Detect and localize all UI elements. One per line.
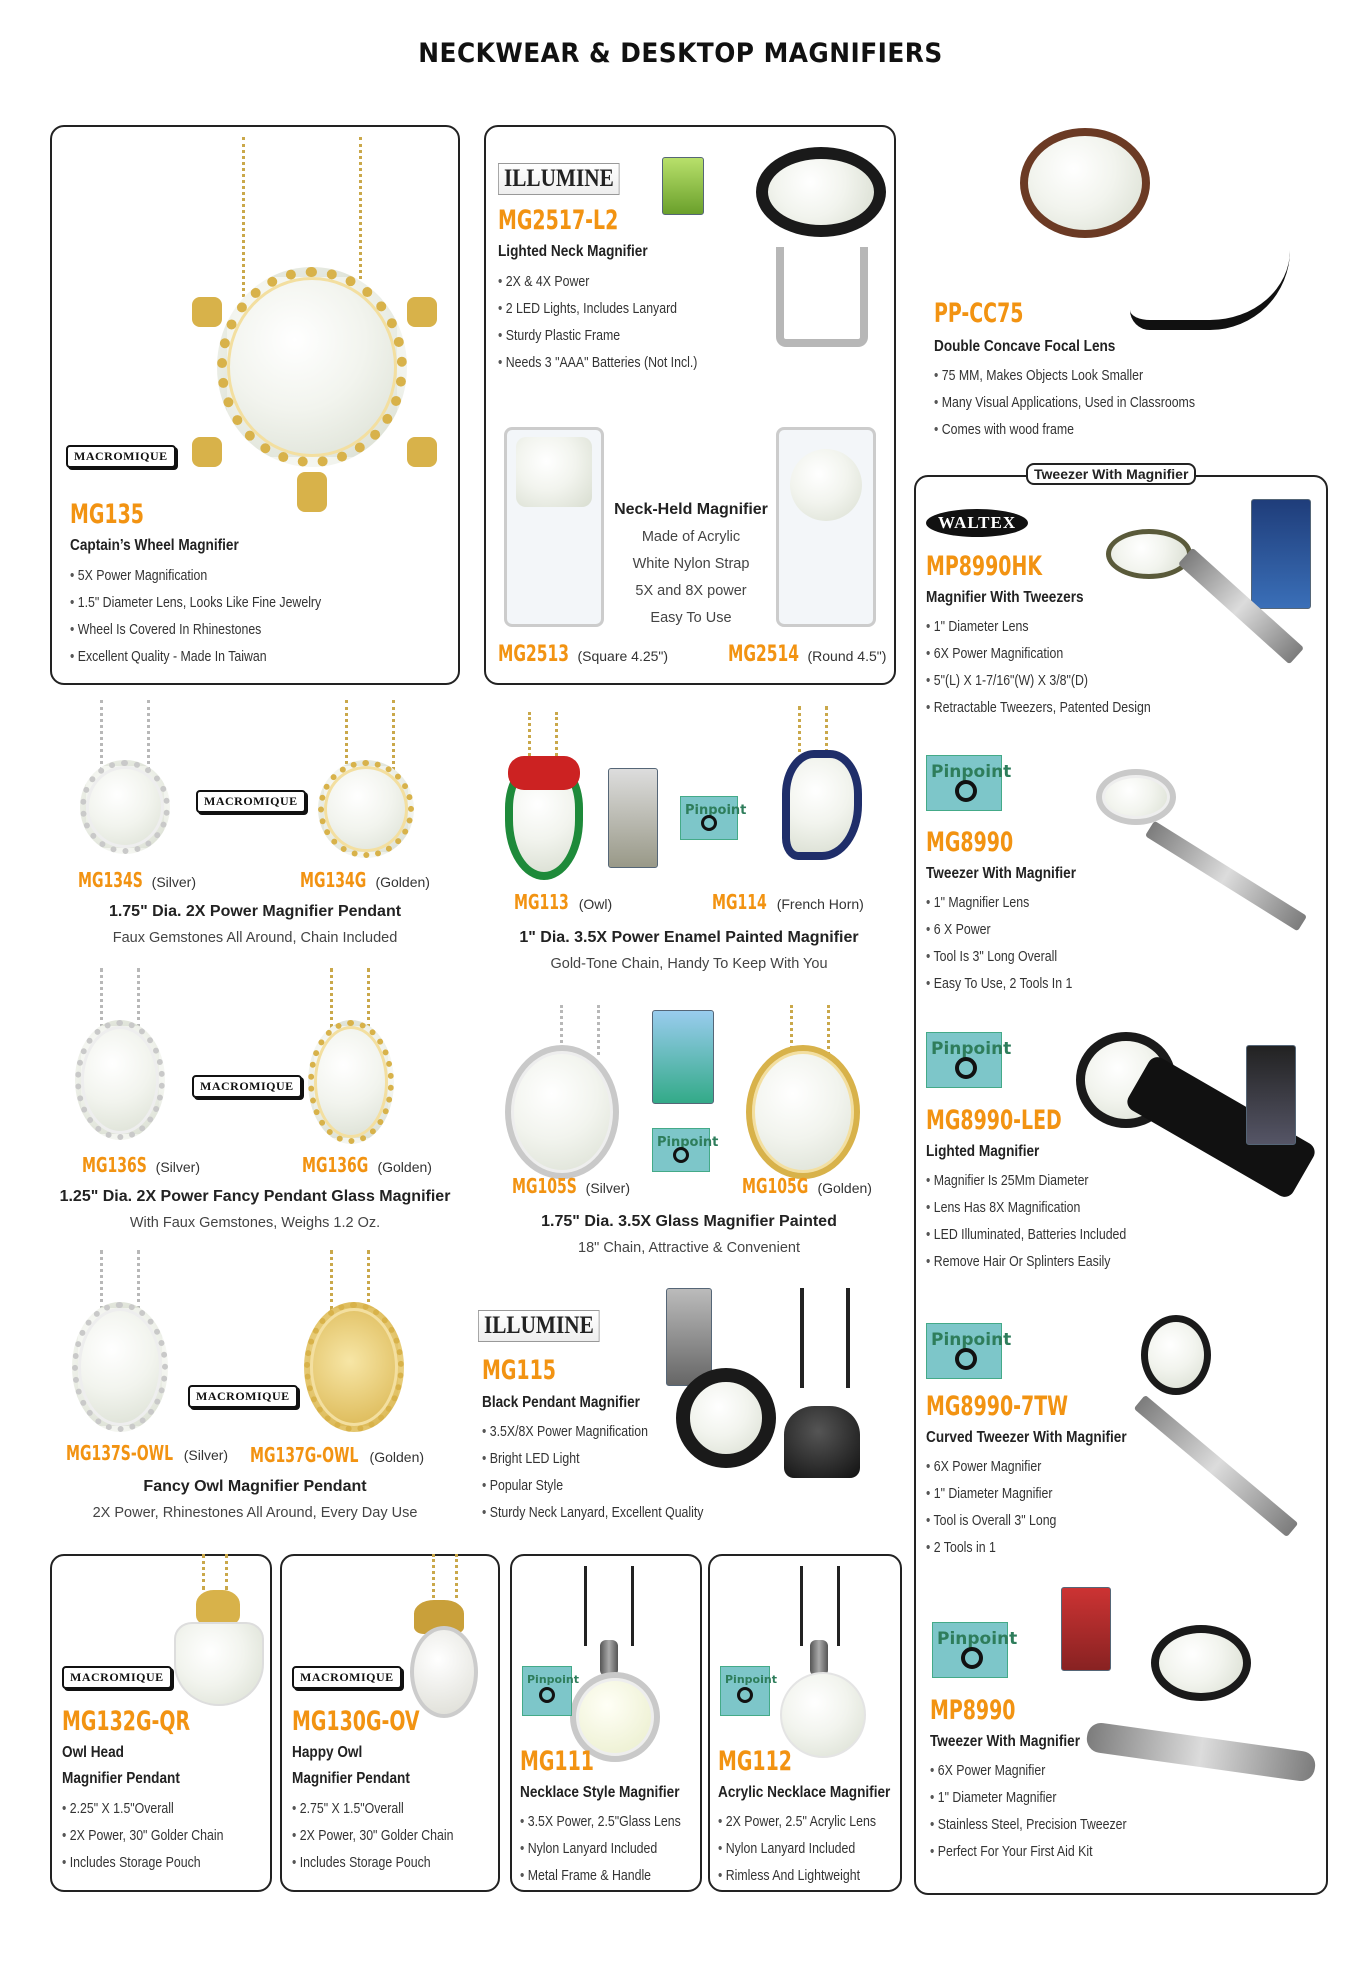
pinpoint-logo	[720, 1666, 777, 1716]
mp8990hk-bullets	[926, 614, 1151, 722]
page-title: NECKWEAR & DESKTOP MAGNIFIERS	[418, 38, 943, 69]
mg135-name: Captain’s Wheel Magnifier	[70, 537, 239, 554]
mg132-lens-image	[174, 1622, 264, 1706]
mg105-subtitle: 18" Chain, Attractive & Convenient	[578, 1240, 800, 1256]
list-item: • LED Illuminated, Batteries Included	[926, 1222, 1126, 1249]
list-item: • 2X & 4X Power	[498, 269, 697, 296]
mg113-code: MG113	[514, 890, 569, 914]
macromique-logo: MACROMIQUE	[62, 1666, 172, 1689]
list-item: • Perfect For Your First Aid Kit	[930, 1839, 1127, 1866]
tweezer-card	[914, 466, 1328, 1895]
mg136g-lens-image	[308, 1020, 394, 1144]
ppcc75-lanyard-image	[1130, 240, 1290, 330]
mg114-horn-image	[782, 750, 862, 860]
mp8990hk-lens-image	[1106, 529, 1192, 579]
list-item: • Tool Is 3" Long Overall	[926, 944, 1072, 971]
mg130-name-line: Happy Owl	[292, 1744, 363, 1761]
list-item: • Popular Style	[482, 1473, 703, 1500]
mg2517-name: Lighted Neck Magnifier	[498, 243, 648, 260]
pinpoint-logo	[926, 1323, 1012, 1379]
mg2514-lens-image	[790, 449, 862, 521]
list-item: • Needs 3 "AAA" Batteries (Not Incl.)	[498, 350, 697, 377]
mg130-lens-image	[410, 1626, 478, 1718]
mg2514-code: MG2514	[728, 642, 800, 667]
list-item: • Stainless Steel, Precision Tweezer	[930, 1812, 1127, 1839]
list-item: • Metal Frame & Handle	[520, 1863, 681, 1890]
neckheld-line: 5X and 8X power	[635, 583, 747, 599]
mp8990hk-code: MP8990HK	[926, 551, 1043, 582]
neckheld-line: Made of Acrylic	[641, 529, 741, 545]
mg134g-lens-image	[318, 760, 414, 858]
list-item: • Easy To Use, 2 Tools In 1	[926, 971, 1072, 998]
mg135-wheel-spoke	[407, 437, 437, 467]
mg137-title: Fancy Owl Magnifier Pendant	[143, 1478, 367, 1495]
mg8990led-bullets	[926, 1168, 1126, 1276]
ppcc75-name: Double Concave Focal Lens	[934, 338, 1116, 355]
mg135-wheel-spoke	[407, 297, 437, 327]
pinpoint-logo-text: Pinpoint	[527, 1673, 579, 1686]
list-item: • 2.25" X 1.5"Overall	[62, 1796, 223, 1823]
list-item: • 2X Power, 2.5" Acrylic Lens	[718, 1809, 876, 1836]
list-item: • Retractable Tweezers, Patented Design	[926, 695, 1151, 722]
mg136-subtitle: With Faux Gemstones, Weighs 1.2 Oz.	[129, 1215, 381, 1231]
mg2514-variant: (Round 4.5")	[807, 648, 887, 664]
list-item: • Excellent Quality - Made In Taiwan	[70, 644, 321, 671]
mg8990-name: Tweezer With Magnifier	[926, 865, 1076, 882]
mg130-bullets	[292, 1796, 453, 1877]
mg8990-bullets	[926, 890, 1072, 998]
macromique-logo: MACROMIQUE	[188, 1385, 298, 1408]
pinpoint-lens-icon	[961, 1647, 983, 1669]
mp8990-bullets	[930, 1758, 1127, 1866]
ppcc75-lens-image	[1020, 128, 1150, 238]
mp8990hk-name: Magnifier With Tweezers	[926, 589, 1084, 606]
list-item: • Magnifier Is 25Mm Diameter	[926, 1168, 1126, 1195]
list-item: • Rimless And Lightweight	[718, 1863, 876, 1890]
mg137s-variant: (Silver)	[183, 1447, 229, 1463]
neckheld-title: Neck-Held Magnifier	[614, 501, 768, 518]
list-item: • 2X Power, 30" Golder Chain	[292, 1823, 453, 1850]
mg113-title: 1" Dia. 3.5X Power Enamel Painted Magnifier	[519, 929, 859, 946]
mg132-code: MG132G-QR	[62, 1706, 191, 1737]
mg105-title: 1.75" Dia. 3.5X Glass Magnifier Painted	[541, 1213, 837, 1230]
mp8990hk-package-image	[1251, 499, 1311, 609]
neckheld-line: White Nylon Strap	[632, 556, 750, 572]
mg113-package-image	[608, 768, 658, 868]
mg135-code: MG135	[70, 499, 144, 530]
mg8990led-name: Lighted Magnifier	[926, 1143, 1040, 1160]
mg132-owl-head-image	[196, 1590, 240, 1626]
mg105-package-image	[652, 1010, 714, 1104]
mg105g-code: MG105G	[742, 1174, 809, 1198]
mg113-chain-image	[528, 712, 558, 762]
mg112-handle-image	[810, 1640, 828, 1676]
mg89907tw-lens-image	[1141, 1315, 1211, 1395]
list-item: • Nylon Lanyard Included	[520, 1836, 681, 1863]
mg132-card	[50, 1554, 272, 1892]
mg2513-variant: (Square 4.25")	[577, 648, 669, 664]
mg2517-frame-image	[776, 247, 868, 347]
list-item: • Includes Storage Pouch	[62, 1850, 223, 1877]
mg114-code: MG114	[712, 890, 767, 914]
list-item: • Comes with wood frame	[934, 417, 1195, 444]
pinpoint-lens-icon	[955, 1057, 977, 1079]
mg115-code: MG115	[482, 1355, 556, 1386]
mg130-name-line: Magnifier Pendant	[292, 1770, 410, 1787]
list-item: • Bright LED Light	[482, 1446, 703, 1473]
mg111-lanyard-image	[584, 1566, 634, 1646]
mg114-variant: (French Horn)	[776, 896, 864, 912]
mg8990led-package-image	[1246, 1045, 1296, 1145]
mg105s-variant: (Silver)	[585, 1180, 630, 1196]
pinpoint-logo-text: Pinpoint	[685, 803, 747, 818]
list-item: • 3.5X Power, 2.5"Glass Lens	[520, 1809, 681, 1836]
list-item: • 2 Tools in 1	[926, 1535, 1056, 1562]
mg113-subtitle: Gold-Tone Chain, Handy To Keep With You	[550, 956, 828, 972]
mg8990-code: MG8990	[926, 827, 1014, 858]
mg2517-lens-image	[756, 147, 886, 237]
mg137g-variant: (Golden)	[369, 1449, 425, 1465]
pinpoint-logo-text: Pinpoint	[657, 1135, 719, 1150]
mg134g-variant: (Golden)	[375, 874, 430, 890]
mp8990-lens-image	[1151, 1625, 1251, 1701]
ppcc75-bullets	[934, 363, 1195, 444]
neckheld-line: Easy To Use	[650, 610, 732, 626]
waltex-logo: WALTEX	[926, 509, 1028, 537]
list-item: • 6X Power Magnifier	[926, 1454, 1056, 1481]
mg132-chain-image	[202, 1554, 228, 1590]
pinpoint-logo	[652, 1128, 719, 1172]
mg115-name: Black Pendant Magnifier	[482, 1394, 640, 1411]
mg136s-lens-image	[75, 1020, 165, 1140]
mg134s-code: MG134S	[78, 868, 143, 892]
mp8990-code: MP8990	[930, 1695, 1016, 1726]
mg134s-lens-image	[80, 760, 170, 854]
mg112-name: Acrylic Necklace Magnifier	[718, 1784, 891, 1801]
mg137g-lens-image	[304, 1302, 404, 1432]
illumine-logo: ILLUMINE	[498, 163, 620, 195]
mg136s-variant: (Silver)	[155, 1159, 200, 1175]
pinpoint-logo	[680, 796, 747, 840]
mg89907tw-tweezer-image	[1134, 1395, 1299, 1537]
pinpoint-logo-text: Pinpoint	[937, 1629, 1018, 1649]
list-item: • 1" Diameter Magnifier	[926, 1481, 1056, 1508]
pinpoint-logo	[932, 1622, 1018, 1678]
illumine-logo: ILLUMINE	[478, 1310, 600, 1342]
list-item: • 3.5X/8X Power Magnification	[482, 1419, 703, 1446]
mg112-lanyard-image	[800, 1566, 840, 1646]
mg135-lens-image	[217, 267, 407, 467]
list-item: • 1" Diameter Lens	[926, 614, 1151, 641]
mg136s-code: MG136S	[82, 1153, 147, 1177]
list-item: • 2X Power, 30" Golder Chain	[62, 1823, 223, 1850]
pinpoint-lens-icon	[673, 1147, 689, 1163]
mg89907tw-code: MG8990-7TW	[926, 1391, 1069, 1422]
mg130-card	[280, 1554, 500, 1892]
mg8990led-code: MG8990-LED	[926, 1105, 1062, 1136]
mg136s-chain-image	[100, 968, 140, 1028]
list-item: • 2.75" X 1.5"Overall	[292, 1796, 453, 1823]
pinpoint-logo	[926, 1032, 1012, 1088]
mg137g-chain-image	[330, 1250, 370, 1310]
mg135-wheel-spoke	[297, 472, 327, 512]
pinpoint-logo	[926, 755, 1012, 811]
mg105g-variant: (Golden)	[817, 1180, 872, 1196]
macromique-logo: MACROMIQUE	[292, 1666, 402, 1689]
pinpoint-lens-icon	[737, 1687, 753, 1703]
tweezer-section-tag: Tweezer With Magnifier	[1026, 463, 1196, 485]
mg115-pouch-image	[784, 1406, 860, 1478]
mg113-owl-eyes-image	[508, 756, 580, 790]
pinpoint-lens-icon	[955, 780, 977, 802]
mg2517-package-image	[662, 157, 704, 215]
pinpoint-logo-text: Pinpoint	[931, 1039, 1012, 1059]
mg135-bullets	[70, 563, 321, 671]
mg137s-code: MG137S-OWL	[66, 1441, 174, 1465]
mg134-title: 1.75" Dia. 2X Power Magnifier Pendant	[108, 903, 402, 920]
mg136g-code: MG136G	[302, 1153, 369, 1177]
mg134s-variant: (Silver)	[151, 874, 196, 890]
list-item: • 6 X Power	[926, 917, 1072, 944]
pinpoint-lens-icon	[955, 1348, 977, 1370]
mg8990-lens-image	[1096, 769, 1176, 825]
mg111-code: MG111	[520, 1746, 594, 1777]
list-item: • 75 MM, Makes Objects Look Smaller	[934, 363, 1195, 390]
macromique-logo: MACROMIQUE	[192, 1075, 302, 1098]
list-item: • 2 LED Lights, Includes Lanyard	[498, 296, 697, 323]
mg135-card	[50, 125, 460, 685]
mg132-bullets	[62, 1796, 223, 1877]
list-item: • Lens Has 8X Magnification	[926, 1195, 1126, 1222]
mg2517-card	[484, 125, 896, 685]
pinpoint-logo-text: Pinpoint	[931, 1330, 1012, 1350]
list-item: • Wheel Is Covered In Rhinestones	[70, 617, 321, 644]
mg112-bullets	[718, 1809, 876, 1890]
list-item: • Tool is Overall 3" Long	[926, 1508, 1056, 1535]
list-item: • 6X Power Magnifier	[930, 1758, 1127, 1785]
mg134g-code: MG134G	[300, 868, 367, 892]
list-item: • 1" Magnifier Lens	[926, 890, 1072, 917]
mg105s-lens-image	[505, 1045, 619, 1179]
mg136g-chain-image	[330, 968, 370, 1028]
mg2513-code: MG2513	[498, 642, 570, 667]
mg2513-lens-image	[516, 437, 592, 507]
list-item: • 5X Power Magnification	[70, 563, 321, 590]
mg112-code: MG112	[718, 1746, 792, 1777]
list-item: • Remove Hair Or Splinters Easily	[926, 1249, 1126, 1276]
mg130-chain-image	[432, 1554, 458, 1598]
mg111-name: Necklace Style Magnifier	[520, 1784, 680, 1801]
list-item: • 1.5" Diameter Lens, Looks Like Fine Jewelry	[70, 590, 321, 617]
mg136g-variant: (Golden)	[377, 1159, 432, 1175]
pinpoint-lens-icon	[539, 1687, 555, 1703]
mg132-name-line: Owl Head	[62, 1744, 124, 1761]
mg111-handle-image	[600, 1640, 618, 1676]
mg113-variant: (Owl)	[578, 896, 613, 912]
mg137s-chain-image	[100, 1250, 140, 1310]
list-item: • 1" Diameter Magnifier	[930, 1785, 1127, 1812]
list-item: • 6X Power Magnification	[926, 641, 1151, 668]
mg136-title: 1.25" Dia. 2X Power Fancy Pendant Glass Magnifier	[59, 1188, 451, 1205]
mg115-lanyard-image	[800, 1288, 850, 1388]
mg2517-code: MG2517-L2	[498, 205, 619, 236]
mg8990-tweezer-image	[1145, 821, 1307, 932]
mg135-wheel-spoke	[192, 437, 222, 467]
list-item: • Includes Storage Pouch	[292, 1850, 453, 1877]
mg137g-code: MG137G-OWL	[250, 1443, 359, 1467]
mg132-name-line: Magnifier Pendant	[62, 1770, 180, 1787]
pinpoint-logo	[522, 1666, 579, 1716]
mg130-code: MG130G-OV	[292, 1706, 420, 1737]
pinpoint-logo-text: Pinpoint	[931, 762, 1012, 782]
mg135-wheel-spoke	[192, 297, 222, 327]
mg111-card	[510, 1554, 702, 1892]
list-item: • Many Visual Applications, Used in Classrooms	[934, 390, 1195, 417]
mg111-bullets	[520, 1809, 681, 1890]
macromique-logo: MACROMIQUE	[196, 790, 306, 813]
mg134-subtitle: Faux Gemstones All Around, Chain Included	[112, 930, 398, 946]
mg137s-lens-image	[72, 1302, 168, 1432]
macromique-logo: MACROMIQUE	[66, 445, 176, 468]
pinpoint-logo-text: Pinpoint	[725, 1673, 777, 1686]
pinpoint-lens-icon	[701, 815, 717, 831]
ppcc75-code: PP-CC75	[934, 298, 1024, 329]
mg105g-lens-image	[746, 1045, 860, 1179]
list-item: • Sturdy Plastic Frame	[498, 323, 697, 350]
mp8990-package-image	[1061, 1587, 1111, 1671]
list-item: • Nylon Lanyard Included	[718, 1836, 876, 1863]
mg115-bullets	[482, 1419, 703, 1527]
list-item: • Sturdy Neck Lanyard, Excellent Quality	[482, 1500, 703, 1527]
mg112-card	[708, 1554, 902, 1892]
mg105s-code: MG105S	[512, 1174, 577, 1198]
list-item: • 5"(L) X 1-7/16"(W) X 3/8"(D)	[926, 668, 1151, 695]
mg2517-bullets	[498, 269, 697, 377]
mg89907tw-name: Curved Tweezer With Magnifier	[926, 1429, 1127, 1446]
mp8990-name: Tweezer With Magnifier	[930, 1733, 1080, 1750]
mg137-subtitle: 2X Power, Rhinestones All Around, Every Day Use	[92, 1505, 418, 1521]
mg89907tw-bullets	[926, 1454, 1056, 1562]
